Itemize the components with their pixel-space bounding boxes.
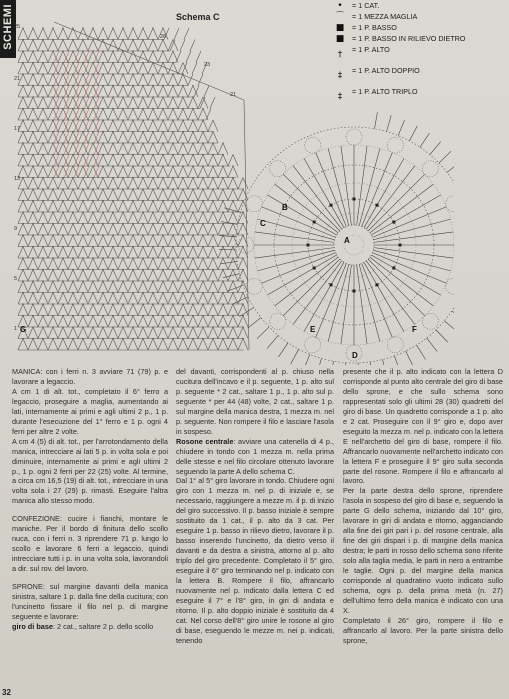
paragraph xyxy=(176,437,334,477)
row-number: 9 xyxy=(14,226,18,232)
double-crochet-icon: † xyxy=(337,50,343,60)
treble-crochet-icon: ‡ xyxy=(337,71,343,81)
legend-row xyxy=(334,35,506,43)
paragraph xyxy=(343,486,503,615)
page-number: 32 xyxy=(2,688,11,697)
row-number: 26 xyxy=(160,34,167,40)
paragraph-text: presente che il p. alto indicato con la lettera D corrisponde al punto alto centrale del giro di base dello sprone, e che sullo schema sono rappresentati solo gli ultimi 28 (30) quadretti del giro di base. Un quadretto corrisponde a 1 p. alto e 2 cat. Proseguire con il 9° giro e, dopo aver eseguito la mezza m. nel p. indicato con la lettera E nell'archetto del giro di base, rompere il filo. Affrancarlo nuovamente nell'archetto indicato con la lettera F e proseguire il 9° giro sulla seconda parte del rosone. Rompere il filo e affrancarlo al lavoro. xyxy=(343,367,503,486)
schema-title: Schema C xyxy=(176,12,220,22)
legend-text: = 1 P. ALTO DOPPIO xyxy=(352,66,420,75)
legend-text: = 1 P. BASSO IN RILIEVO DIETRO xyxy=(352,34,466,43)
legend-row xyxy=(334,88,506,106)
chart-letter-g: G xyxy=(20,325,27,334)
paragraph-text: : 2 cat., saltare 2 p. dello scollo xyxy=(52,621,154,631)
paragraph-text: : cucire i fianchi, montare le maniche. Per il bordo di finitura dello scollo nuca, con i ferri n. 3 riprendere 71 p. lungo lo scollo e lavorare 6 ferri a legaccio, quindi intrecciare tutti i p. in una volta sola, lavorandoli a dir. sul rov. del lavoro. xyxy=(12,514,168,574)
stitch-legend xyxy=(334,2,506,109)
raised-single-crochet-icon: ■ xyxy=(335,34,345,44)
paragraph xyxy=(12,437,168,507)
chart-letter-e: E xyxy=(310,325,316,334)
row-number: 5 xyxy=(14,276,18,282)
section-heading: Rosone centrale xyxy=(176,436,234,446)
row-number: 17 xyxy=(14,126,21,132)
text-column-2 xyxy=(176,367,334,646)
chart-letter-f: F xyxy=(412,325,417,334)
paragraph-text: : sul margine davanti della manica sinistra, saltare 1 p. dalla fine della cucitura; con l'uncinetto fissare il filo nel p. di margine seguente e lavorare: xyxy=(12,582,168,621)
paragraph-gap xyxy=(12,574,168,582)
paragraph xyxy=(12,514,168,574)
legend-text: = 1 MEZZA MAGLIA xyxy=(352,12,418,21)
paragraph-text: : con i ferri n. 3 avviare 71 (79) p. e lavorare a legaccio. xyxy=(12,367,168,386)
row-number: 23 xyxy=(204,62,211,68)
row-number: 21 xyxy=(14,76,21,82)
text-column-3 xyxy=(343,367,503,646)
paragraph-text: Dal 1° al 5° giro lavorare in tondo. Chiudere ogni giro con 1 mezza m. nel p. di iniziale e, se necessario, raggiungere a mezze m. il p. di inizio del giro successivo. Il p. basso iniziale è sempre sostituito da 1 cat., il p. alto da 3 cat. Per eseguire 1 p. basso in rilievo dietro, lavorare il p. basso inserendo l'uncinetto, da dietro verso il davanti e da destra a sinistra, attorno al p. alto triplo del giro precedente. Completato il 5° giro, eseguire il 6° giro terminando nel p. indicato con la lettera B. Rompere il filo, affrancarlo nuovamente nel p. indicato dalla lettera C ed eseguire il 7° e l'8° giro, in giri di andata e ritorno. Il p. alto doppio iniziale è sostituito da 4 cat. Nel corso dell'8° giro unire le rosone al giro di base, eseguendo le mezze m. nei p. indicati, tenendo xyxy=(176,476,334,645)
paragraph xyxy=(12,367,168,387)
row-number: 1 xyxy=(14,326,18,332)
legend-text: = 1 CAT. xyxy=(352,1,380,10)
paragraph-text: Per la parte destra dello sprone, riprendere l'asola in sospeso del giro di base e, seguendo la parte G dello schema, iniziando dal 10° giro, lavorare in giri di andata e ritorno, agganciando alla fine dei giri pari i p. del rosone centrale, alla fine dei giri dispari i p. di margine della manica destra; le parti in rosso dello schema sono riferite solo alla taglia media, le parti in nero a entrambe le taglie. Ogni p. del margine della manica corrisponde al quadratino vuoto indicato sullo schema, ogni p. della prima metà (n. 27) dell'ultimo ferro della manica è indicato con una X. xyxy=(343,486,503,615)
triple-treble-icon: ‡ xyxy=(337,92,343,102)
paragraph-text: del davanti, corrispondenti al p. chiuso nella cucitura dell'incavo e il p. seguente, 1 p. alto sul p. seguente * 2 cat., saltare 1 p., 1 p. alto sul p. seguente * per 44 (48) volte, 2 cat., saltare 1 p. sul margine della manica destra, 1 mezza m. nel p. seguente. Non rompere il filo e lasciare l'asola in sospeso. xyxy=(176,367,334,436)
paragraph xyxy=(12,387,168,437)
chart-letter-c: C xyxy=(260,219,266,228)
chart-letter-d: D xyxy=(352,351,358,360)
paragraph xyxy=(343,616,503,646)
paragraph xyxy=(176,367,334,437)
chart-letter-b: B xyxy=(282,203,288,212)
paragraph xyxy=(176,476,334,645)
paragraph xyxy=(343,367,503,486)
chart-letter-a: A xyxy=(344,236,350,245)
legend-row xyxy=(334,46,506,64)
legend-text: = 1 P. BASSO xyxy=(352,23,397,32)
rosette-motif xyxy=(219,112,454,365)
section-heading: CONFEZIONE xyxy=(12,514,60,524)
paragraph xyxy=(12,622,168,632)
legend-row xyxy=(334,2,506,10)
legend-text: = 1 P. ALTO xyxy=(352,45,390,54)
section-heading: SPRONE xyxy=(12,582,43,592)
half-double-crochet-icon: ⌒ xyxy=(335,12,345,22)
legend-row xyxy=(334,13,506,21)
section-heading: MANICA xyxy=(12,367,41,376)
row-number: 25 xyxy=(14,24,21,30)
single-crochet-icon: ■ xyxy=(335,23,345,33)
paragraph xyxy=(12,582,168,622)
text-column-1 xyxy=(12,367,168,632)
paragraph-text: : avviare una catenella di 4 p., chiudere in tondo con 1 mezza m. nella prima delle stesse e nel filo circolare ottenuto lavorare seguendo la parte A dello schema C. xyxy=(176,436,334,476)
paragraph-text: A cm 4 (5) di alt. tot., per l'arrotondamento della manica, intrecciare ai lati 5 p. in volta sola e poi diminuire, internamente ai primi e agli ultimi 2 p., 1 p. ogni 2 ferri per 22 (25) volte. Al termine, a circa cm 16,5 (19) di alt. tot., intrecciare in una volta sola i 27 (29) p. rimasti. Eseguire l'altra manica allo stesso modo. xyxy=(12,436,168,506)
section-tab-label: SCHEMI xyxy=(2,4,14,50)
lattice-pattern xyxy=(18,22,249,350)
legend-row xyxy=(334,24,506,32)
row-number: 13 xyxy=(14,176,21,182)
section-heading: giro di base xyxy=(12,621,53,631)
legend-text: = 1 P. ALTO TRIPLO xyxy=(352,87,418,96)
paragraph-text: A cm 1 di alt. tot., completato il 6° ferro a legaccio, proseguire a maglia, aumentando ai lati, internamente ai primi e agli ultimi 2 p., 1 p. durante l'esecuzione del 1° ferro e 1 p. ogni 4 ferri per altre 2 volte. xyxy=(12,386,168,436)
chain-icon: • xyxy=(337,1,343,11)
paragraph-text: Completato il 26° giro, rompere il filo e affrancarlo al lavoro. Per la parte sinistra dello sprone, xyxy=(343,615,503,645)
legend-row xyxy=(334,67,506,85)
row-number: 21 xyxy=(230,92,237,98)
paragraph-gap xyxy=(12,506,168,514)
